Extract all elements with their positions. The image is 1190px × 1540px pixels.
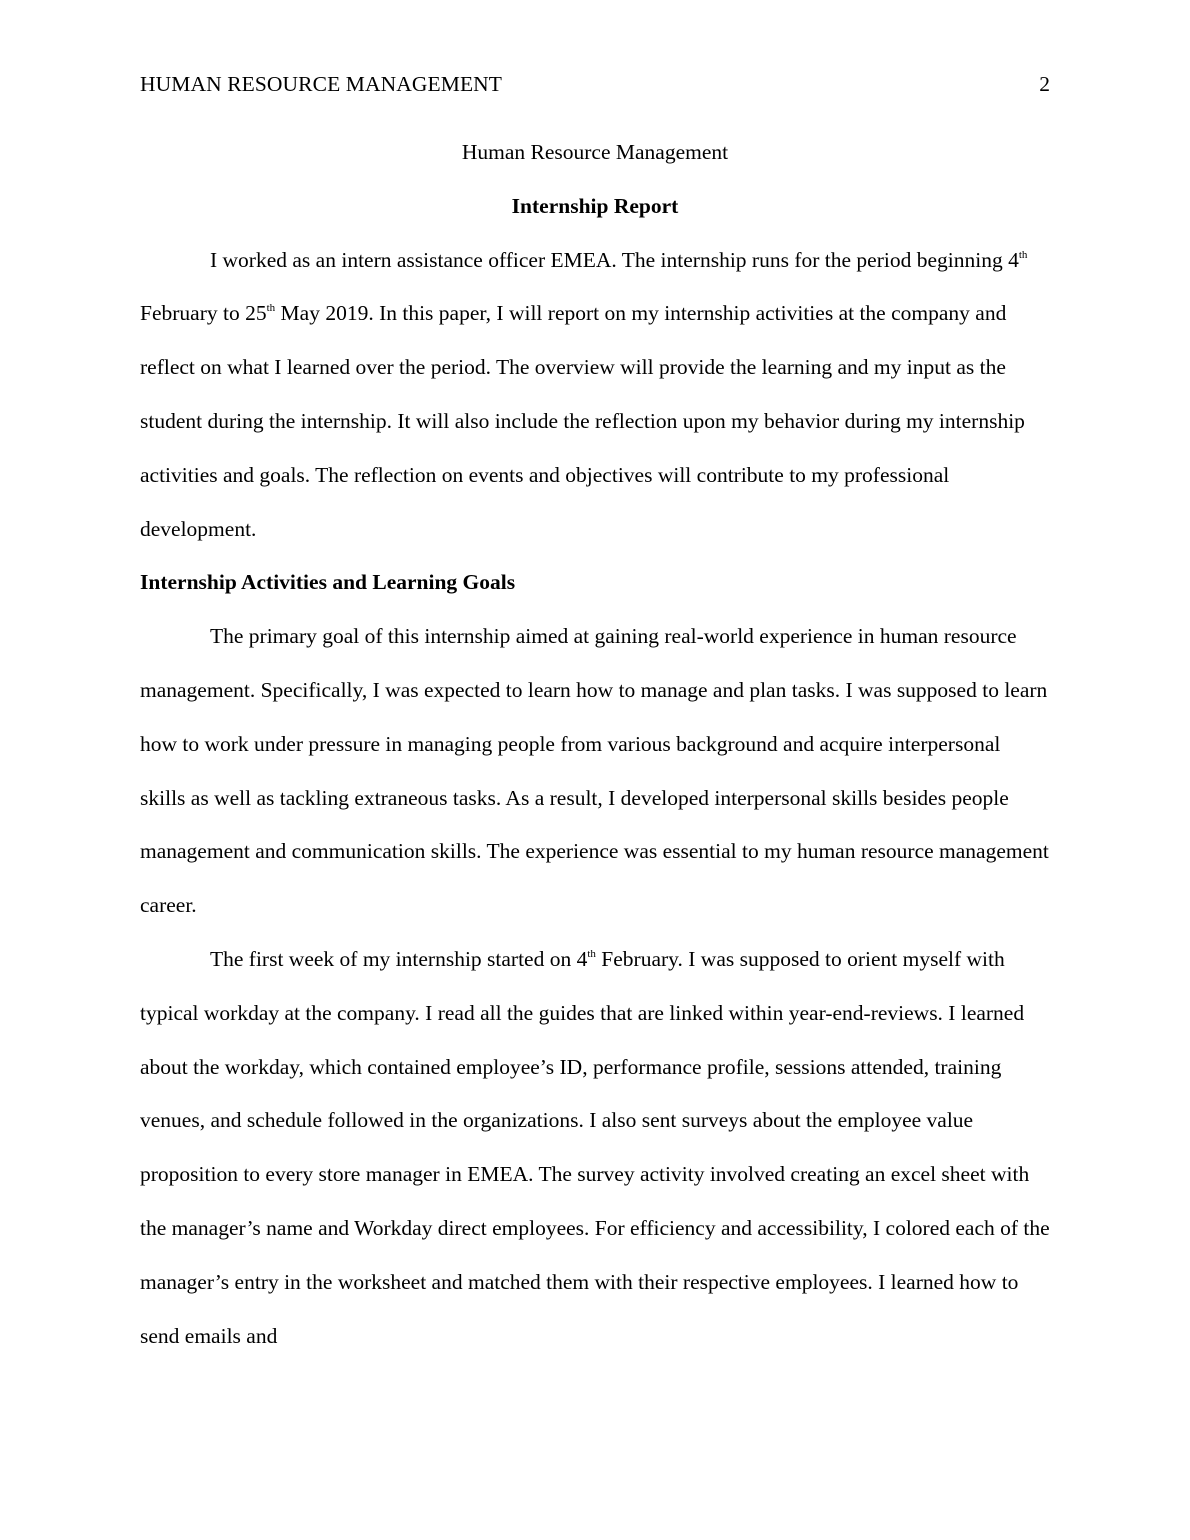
- intro-text-2: February to 25: [140, 301, 267, 326]
- intro-text-3: May 2019. In this paper, I will report on my internship activities at the company and reflect on what I learned over the period. The overview will provide the learning and my input as the student during the internship. It will also include the reflection upon my behavior during my internship activities and goals. The reflection on events and objectives will contribute to my professional development.: [140, 301, 1025, 541]
- running-head: HUMAN RESOURCE MANAGEMENT: [140, 72, 503, 96]
- first-week-text-1: The first week of my internship started on 4: [210, 946, 588, 971]
- goals-paragraph: The primary goal of this internship aimed at gaining real-world experience in human resource management. Specifically, I was expected to learn how to manage and plan tasks. I was supposed to learn how to work under pressure in managing people from various background and acquire interpersonal skills as well as tackling extraneous tasks. As a result, I developed interpersonal skills besides people management and communication skills. The experience was essential to my human resource management career.: [140, 624, 1049, 918]
- intro-paragraph: [140, 234, 1050, 557]
- ordinal-suffix: th: [266, 302, 276, 315]
- ordinal-suffix: th: [1018, 248, 1028, 261]
- ordinal-suffix: th: [587, 947, 596, 960]
- page-number: 2: [1039, 72, 1050, 96]
- first-week-paragraph: [140, 933, 1050, 1363]
- document-title: Human Resource Management: [461, 140, 729, 164]
- document-subtitle: Internship Report: [511, 193, 679, 218]
- first-week-text-2: February. I was supposed to orient myself with typical workday at the company. I read all the guides that are linked within year-end-reviews. I learned about the workday, which contained employee’s ID, performance profile, sessions attended, training venues, and schedule followed in the organizations. I also sent surveys about the employee value proposition to every store manager in EMEA. The survey activity involved creating an excel sheet with the manager’s name and Workday direct employees. For efficiency and accessibility, I colored each of the manager’s entry in the worksheet and matched them with their respective employees. I learned how to send emails and: [140, 946, 1050, 1348]
- section-heading: Internship Activities and Learning Goals: [140, 570, 516, 595]
- intro-text-1: I worked as an intern assistance officer EMEA. The internship runs for the period beginning 4: [210, 247, 1019, 272]
- document-body: [140, 126, 1050, 1363]
